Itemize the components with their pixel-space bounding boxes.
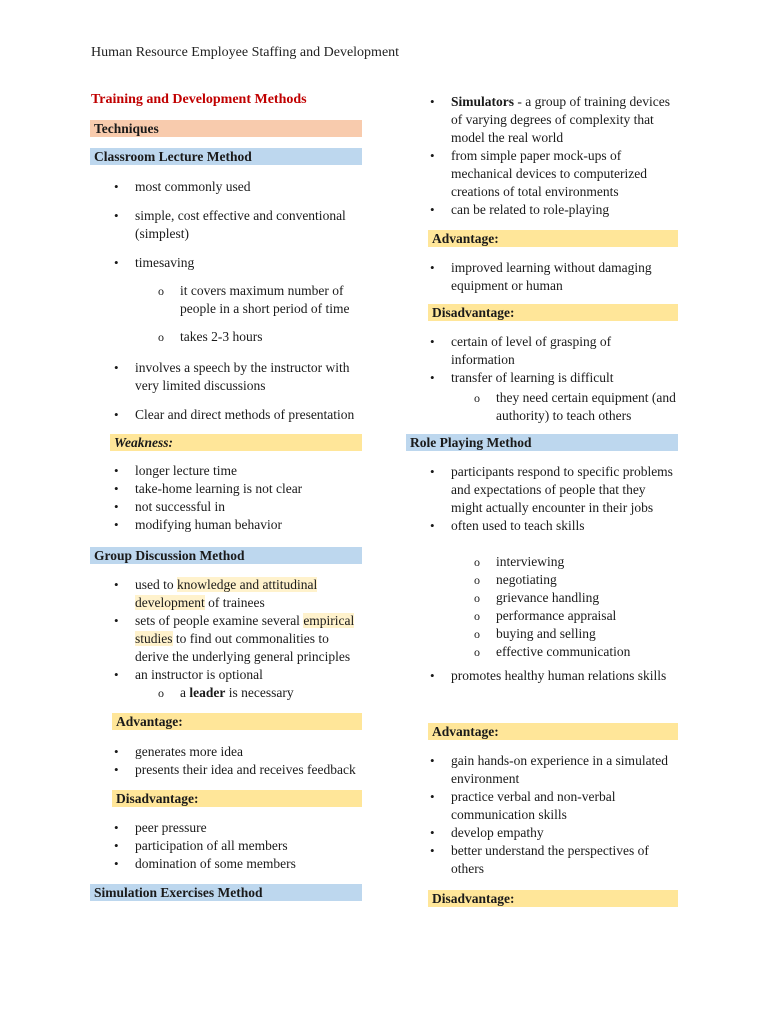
role-disadvantage-bar: Disadvantage: <box>428 890 678 907</box>
list-item: • take-home learning is not clear <box>90 480 362 498</box>
weakness-bar: Weakness: <box>110 434 362 451</box>
list-item: • participation of all members <box>90 837 362 855</box>
list-item: • practice verbal and non-verbal communication skills <box>406 788 678 824</box>
group-sub <box>90 684 362 702</box>
list-item: • sets of people examine several empirical studies to find out commonalities to derive the underlying general principles <box>90 612 362 666</box>
sub-list-item: o negotiating <box>406 571 678 589</box>
list-item: • often used to teach skills <box>406 517 678 535</box>
simulation-dis-sub <box>406 389 678 425</box>
timesaving-sub-1 <box>90 282 362 318</box>
simulation-disadvantages <box>406 333 678 387</box>
list-item: • transfer of learning is difficult <box>406 369 678 387</box>
document-header: Human Resource Employee Staffing and Development <box>91 45 400 60</box>
section-title: Training and Development Methods <box>91 92 307 107</box>
classroom-bullets-3 <box>90 254 362 272</box>
timesaving-sub-2 <box>90 328 362 346</box>
list-item: • participants respond to specific problems and expectations of people that they might actually encounter in their jobs <box>406 463 678 517</box>
simulation-advantages <box>406 259 678 295</box>
list-item: • longer lecture time <box>90 462 362 480</box>
sub-list-item: o interviewing <box>406 553 678 571</box>
list-item: • most commonly used <box>90 178 362 196</box>
techniques-bar: Techniques <box>90 120 362 137</box>
list-item: • Clear and direct methods of presentation <box>90 406 362 424</box>
classroom-lecture-heading: Classroom Lecture Method <box>90 148 362 165</box>
simulation-bullets <box>406 93 678 219</box>
sub-list-item: o grievance handling <box>406 589 678 607</box>
sub-list-item: o they need certain equipment (and authority) to teach others <box>406 389 678 425</box>
list-item: • an instructor is optional <box>90 666 362 684</box>
group-bullets <box>90 576 362 684</box>
sub-list-item: o it covers maximum number of people in a short period of time <box>90 282 362 318</box>
simulation-advantage-bar: Advantage: <box>428 230 678 247</box>
list-item: • simple, cost effective and conventional (simplest) <box>90 207 362 243</box>
highlight: empirical studies <box>135 613 355 646</box>
sub-list-item: o a leader is necessary <box>90 684 362 702</box>
role-playing-heading: Role Playing Method <box>406 434 678 451</box>
list-item: • promotes healthy human relations skills <box>406 667 678 685</box>
group-advantage-bar: Advantage: <box>112 713 362 730</box>
list-item: • develop empathy <box>406 824 678 842</box>
list-item: • peer pressure <box>90 819 362 837</box>
list-item: • presents their idea and receives feedback <box>90 761 362 779</box>
group-discussion-heading: Group Discussion Method <box>90 547 362 564</box>
list-item: • can be related to role-playing <box>406 201 678 219</box>
list-item: • Simulators - a group of training devices of varying degrees of complexity that model the real world <box>406 93 678 147</box>
list-item: • certain of level of grasping of information <box>406 333 678 369</box>
sub-list-item: o buying and selling <box>406 625 678 643</box>
role-skills <box>406 553 678 661</box>
role-bullets-1 <box>406 463 678 535</box>
sub-list-item: o effective communication <box>406 643 678 661</box>
role-bullets-2 <box>406 667 678 685</box>
list-item: • not successful in <box>90 498 362 516</box>
classroom-bullets-2 <box>90 207 362 243</box>
classroom-bullets-1 <box>90 178 362 196</box>
role-advantage-bar: Advantage: <box>428 723 678 740</box>
sub-list-item: o performance appraisal <box>406 607 678 625</box>
simulation-disadvantage-bar: Disadvantage: <box>428 304 678 321</box>
role-advantages <box>406 752 678 878</box>
list-item: • timesaving <box>90 254 362 272</box>
list-item: • used to knowledge and attitudinal development of trainees <box>90 576 362 612</box>
group-advantages <box>90 743 362 779</box>
group-disadvantages <box>90 819 362 873</box>
group-disadvantage-bar: Disadvantage: <box>112 790 362 807</box>
weakness-list <box>90 462 362 534</box>
list-item: • involves a speech by the instructor with very limited discussions <box>90 359 362 395</box>
list-item: • modifying human behavior <box>90 516 362 534</box>
list-item: • generates more idea <box>90 743 362 761</box>
highlight: knowledge and attitudinal development <box>135 577 318 610</box>
classroom-bullets-5 <box>90 406 362 424</box>
simulation-heading: Simulation Exercises Method <box>90 884 362 901</box>
list-item: • better understand the perspectives of others <box>406 842 678 878</box>
list-item: • gain hands-on experience in a simulated environment <box>406 752 678 788</box>
sub-list-item: o takes 2-3 hours <box>90 328 362 346</box>
list-item: • domination of some members <box>90 855 362 873</box>
list-item: • improved learning without damaging equipment or human <box>406 259 678 295</box>
classroom-bullets-4 <box>90 359 362 395</box>
list-item: • from simple paper mock-ups of mechanical devices to computerized creations of total environments <box>406 147 678 201</box>
